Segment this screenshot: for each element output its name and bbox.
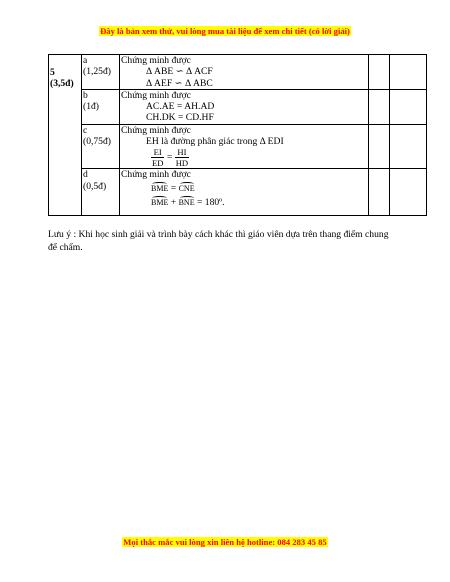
content-heading: Chứng minh được bbox=[121, 89, 191, 101]
table-row bbox=[49, 55, 427, 90]
fraction-numerator: EI bbox=[151, 147, 164, 158]
table-row bbox=[49, 124, 427, 169]
grading-note: Lưu ý : Khi học sinh giải và trình bày cách khác thì giáo viên dựa trên thang điểm chung để chấm. bbox=[48, 229, 389, 253]
part-cell bbox=[82, 89, 120, 124]
score-cell bbox=[390, 55, 427, 90]
fraction-right bbox=[175, 147, 189, 168]
angle-sum-equation bbox=[121, 197, 367, 208]
content-cell bbox=[120, 169, 369, 216]
content-heading: Chứng minh được bbox=[121, 169, 191, 181]
content-line: Δ AEF ∽ Δ ABC bbox=[146, 77, 213, 89]
score-cell bbox=[369, 124, 390, 169]
plus-sign: + bbox=[170, 196, 177, 208]
fraction-equation bbox=[121, 147, 367, 168]
score-cell bbox=[369, 169, 390, 216]
content-heading: Chứng minh được bbox=[121, 124, 191, 136]
question-number: 5 bbox=[50, 67, 55, 78]
angle-sum-result: = 180º. bbox=[196, 196, 225, 208]
part-cell bbox=[82, 169, 120, 216]
content-line: AC.AE = AH.AD bbox=[146, 101, 215, 113]
bottom-banner bbox=[0, 537, 450, 547]
angle-equation bbox=[121, 183, 367, 194]
question-points: (3,5đ) bbox=[50, 78, 74, 90]
content-cell bbox=[120, 55, 369, 90]
angle-bme: BME bbox=[151, 197, 169, 207]
bottom-banner-text: Mọi thắc mắc vui lòng xin liên hệ hotline: 084 283 45 85 bbox=[123, 537, 327, 547]
part-cell bbox=[82, 55, 120, 90]
content-line: Δ ABE ∽ Δ ACF bbox=[146, 66, 213, 78]
fraction-numerator: HI bbox=[175, 147, 189, 158]
top-banner-text: Đây là bản xem thử, vui lòng mua tài liệu để xem chi tiết (có lời giải) bbox=[100, 26, 350, 36]
part-label: d bbox=[83, 169, 88, 181]
score-cell bbox=[369, 89, 390, 124]
equals-sign: = bbox=[170, 182, 177, 194]
content-cell bbox=[120, 124, 369, 169]
part-points: (1,25đ) bbox=[83, 66, 111, 78]
fraction-denominator: ED bbox=[152, 158, 164, 169]
part-label: a bbox=[83, 55, 88, 66]
part-cell bbox=[82, 124, 120, 169]
table-row bbox=[49, 89, 427, 124]
score-cell bbox=[390, 89, 427, 124]
angle-cne: CNE bbox=[178, 183, 195, 193]
angle-bme: BME bbox=[151, 183, 169, 193]
angle-bne: BNE bbox=[178, 197, 195, 207]
part-label: c bbox=[83, 124, 88, 136]
score-cell bbox=[390, 169, 427, 216]
content-line: EH là đường phân giác trong Δ EDI bbox=[146, 136, 284, 148]
content-line: CH.DK = CD.HF bbox=[146, 112, 214, 124]
fraction-denominator: HD bbox=[175, 158, 189, 169]
question-cell bbox=[49, 55, 82, 216]
grading-table bbox=[48, 54, 427, 216]
score-cell bbox=[390, 124, 427, 169]
top-banner bbox=[0, 26, 450, 36]
content-heading: Chứng minh được bbox=[121, 55, 191, 66]
table-row bbox=[49, 169, 427, 216]
equals-sign: = bbox=[166, 152, 173, 164]
part-label: b bbox=[83, 89, 88, 101]
fraction-left bbox=[151, 147, 164, 168]
content-cell bbox=[120, 89, 369, 124]
score-cell bbox=[369, 55, 390, 90]
part-points: (0,75đ) bbox=[83, 136, 111, 148]
part-points: (0,5đ) bbox=[83, 180, 107, 192]
part-points: (1đ) bbox=[83, 101, 99, 113]
